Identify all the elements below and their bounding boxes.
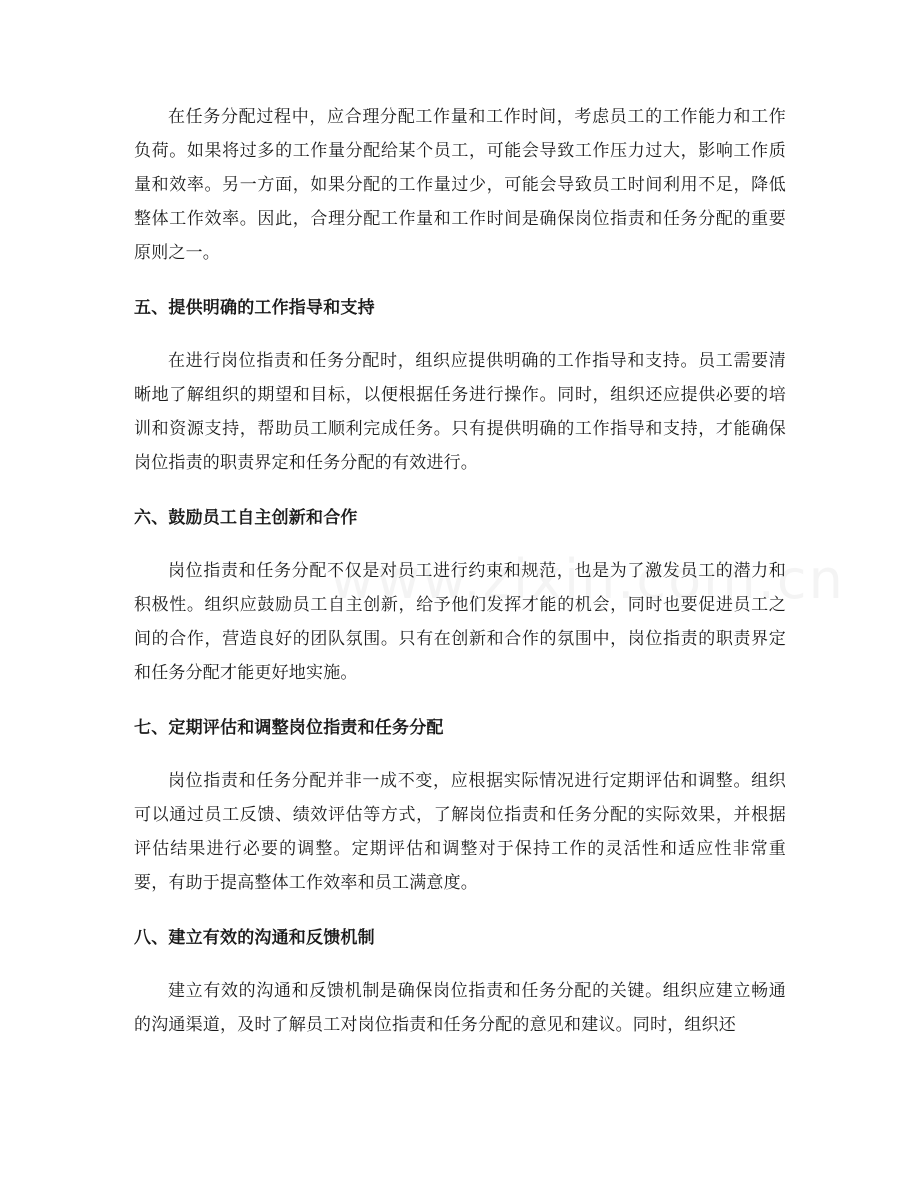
paragraph-guidance: 在进行岗位指责和任务分配时，组织应提供明确的工作指导和支持。员工需要清晰地了解组织的期望和目标，以便根据任务进行操作。同时，组织还应提供必要的培训和资源支持，帮助员工顺利完成任务。只有提供明确的工作指导和支持，才能确保岗位指责的职责界定和任务分配的有效进行。 <box>134 351 786 473</box>
section-heading-7: 七、定期评估和调整岗位指责和任务分配 <box>134 718 444 738</box>
section-heading-8: 八、建立有效的沟通和反馈机制 <box>134 928 375 948</box>
paragraph-workload: 在任务分配过程中，应合理分配工作量和工作时间，考虑员工的工作能力和工作负荷。如果将过多的工作量分配给某个员工，可能会导致工作压力过大，影响工作质量和效率。另一方面，如果分配的工作量过少，可能会导致员工时间利用不足，降低整体工作效率。因此，合理分配工作量和工作时间是确保岗位指责和任务分配的重要原则之一。 <box>134 107 786 263</box>
paragraph-communication: 建立有效的沟通和反馈机制是确保岗位指责和任务分配的关键。组织应建立畅通的沟通渠道，及时了解员工对岗位指责和任务分配的意见和建议。同时，组织还 <box>134 981 786 1035</box>
paragraph-evaluation: 岗位指责和任务分配并非一成不变，应根据实际情况进行定期评估和调整。组织可以通过员工反馈、绩效评估等方式，了解岗位指责和任务分配的实际效果，并根据评估结果进行必要的调整。定期评估和调整对于保持工作的灵活性和适应性非常重要，有助于提高整体工作效率和员工满意度。 <box>134 771 786 893</box>
paragraph-innovation: 岗位指责和任务分配不仅是对员工进行约束和规范，也是为了激发员工的潜力和积极性。组织应鼓励员工自主创新，给予他们发挥才能的机会，同时也要促进员工之间的合作，营造良好的团队氛围。只有在创新和合作的氛围中，岗位指责的职责界定和任务分配才能更好地实施。 <box>134 561 786 683</box>
section-heading-5: 五、提供明确的工作指导和支持 <box>134 298 375 318</box>
section-heading-6: 六、鼓励员工自主创新和合作 <box>134 508 358 528</box>
document-page <box>134 100 786 1042</box>
